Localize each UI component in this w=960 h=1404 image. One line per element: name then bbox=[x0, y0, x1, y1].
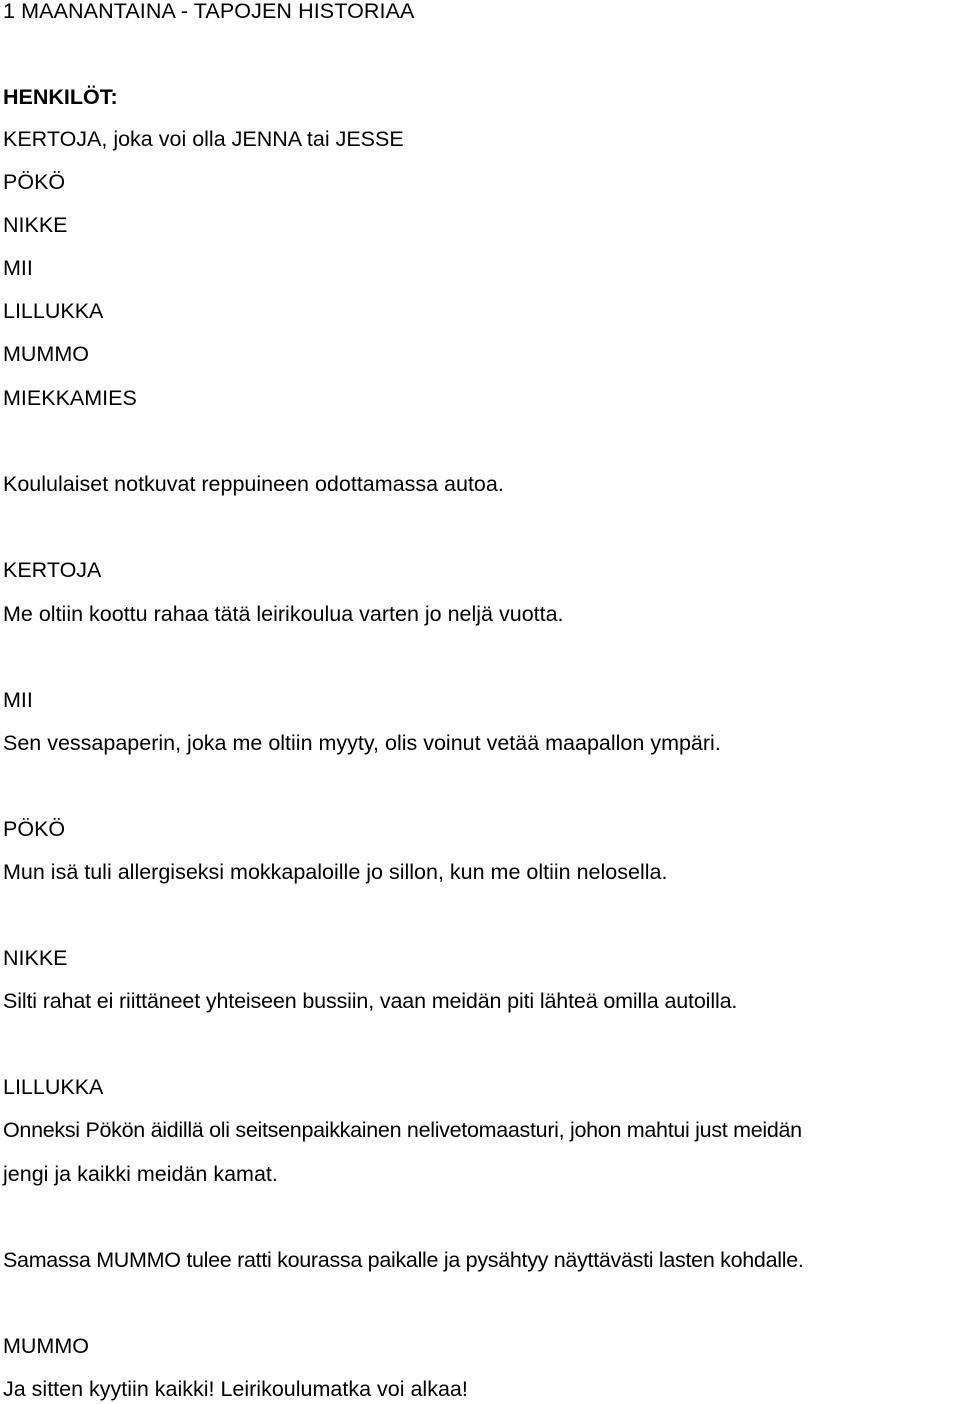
speaker-name: KERTOJA bbox=[3, 558, 102, 582]
dialogue-line: Silti rahat ei riittäneet yhteiseen bussiin, vaan meidän piti lähteä omilla autoilla. bbox=[3, 989, 738, 1013]
cast-item: MII bbox=[3, 256, 33, 280]
cast-item: NIKKE bbox=[3, 213, 68, 237]
speaker-name: NIKKE bbox=[3, 946, 68, 970]
cast-item: MIEKKAMIES bbox=[3, 386, 137, 410]
dialogue-line-continuation: jengi ja kaikki meidän kamat. bbox=[3, 1162, 278, 1186]
page-title: 1 MAANANTAINA - TAPOJEN HISTORIAA bbox=[3, 0, 415, 23]
stage-direction: Samassa MUMMO tulee ratti kourassa paikalle ja pysähtyy näyttävästi lasten kohdalle. bbox=[3, 1248, 804, 1272]
cast-item: KERTOJA, joka voi olla JENNA tai JESSE bbox=[3, 127, 404, 151]
speaker-name: PÖKÖ bbox=[3, 817, 66, 841]
stage-direction: Koululaiset notkuvat reppuineen odottamassa autoa. bbox=[3, 472, 504, 496]
dialogue-line: Me oltiin koottu rahaa tätä leirikoulua varten jo neljä vuotta. bbox=[3, 602, 564, 626]
cast-heading: HENKILÖT: bbox=[3, 85, 118, 109]
speaker-name: LILLUKKA bbox=[3, 1075, 104, 1099]
speaker-name: MII bbox=[3, 688, 33, 712]
cast-item: MUMMO bbox=[3, 342, 89, 366]
dialogue-line: Onneksi Pökön äidillä oli seitsenpaikkainen nelivetomaasturi, johon mahtui just meidän bbox=[3, 1118, 802, 1142]
cast-item: LILLUKKA bbox=[3, 299, 104, 323]
dialogue-line: Ja sitten kyytiin kaikki! Leirikoulumatka voi alkaa! bbox=[3, 1377, 468, 1401]
dialogue-line: Sen vessapaperin, joka me oltiin myyty, olis voinut vetää maapallon ympäri. bbox=[3, 731, 721, 755]
speaker-name: MUMMO bbox=[3, 1334, 89, 1358]
cast-item: PÖKÖ bbox=[3, 170, 66, 194]
dialogue-line: Mun isä tuli allergiseksi mokkapaloille jo sillon, kun me oltiin nelosella. bbox=[3, 860, 668, 884]
